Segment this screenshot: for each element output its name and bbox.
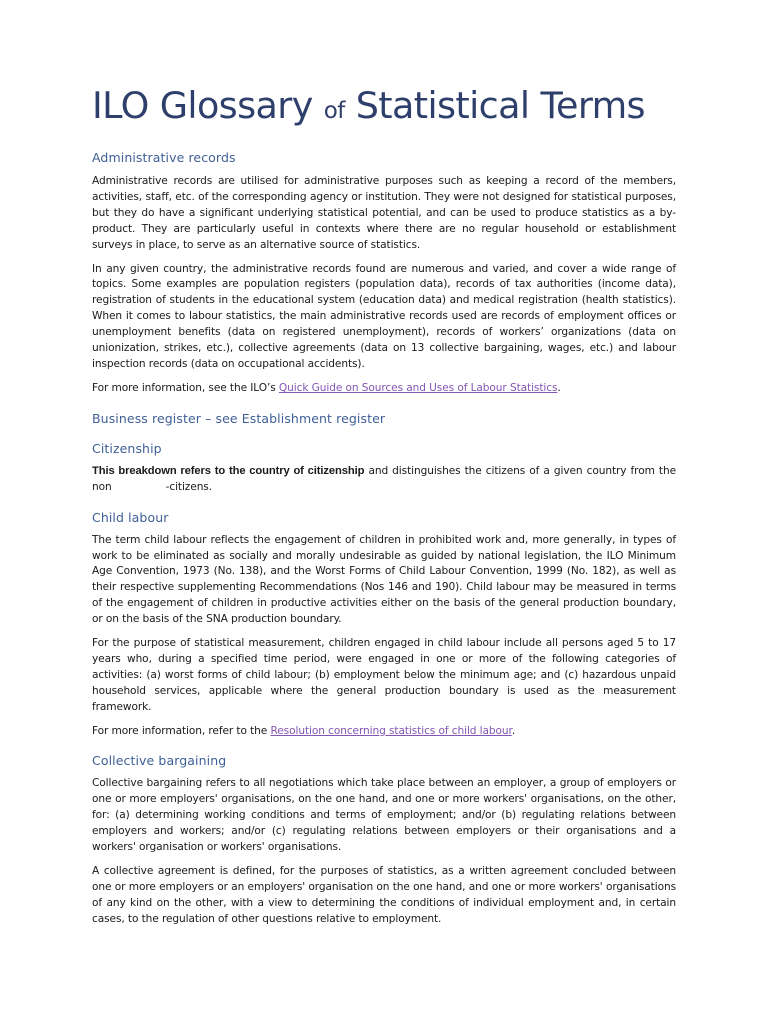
admin-more-prefix: For more information, see the ILO’s	[92, 381, 279, 394]
glossary-content	[92, 150, 676, 928]
child-more-info	[92, 724, 676, 740]
citizenship-paragraph	[92, 464, 676, 496]
child-labour-resolution-link[interactable]: Resolution concerning statistics of child labour	[270, 724, 512, 737]
quick-guide-link[interactable]: Quick Guide on Sources and Uses of Labour Statistics	[278, 381, 558, 394]
title-part-3: Statistical Terms	[355, 84, 645, 127]
collective-paragraph-1: Collective bargaining refers to all negotiations which take place between an employer, a group of employers or one or more employers' organisations, on the one hand, and one or more workers' organisations, on the other, for: (a) determining working conditions and terms of employment; and/or (b) regulating relations between employers and workers; and/or (c) regulating relations between employers or their organisations and a workers' organisation or workers' organisations.	[92, 777, 676, 854]
heading-collective-bargaining: Collective bargaining	[92, 753, 227, 769]
citizenship-tail-text: -citizens.	[165, 480, 212, 493]
citizenship-rest-text: and distinguishes the citizens of a given country from the non	[92, 464, 676, 493]
title-part-1: ILO Glossary	[92, 84, 313, 127]
admin-paragraph-2: In any given country, the administrative records found are numerous and varied, and cover a wide range of topics. Some examples are population registers (population data), records of tax authorities (income data), registration of students in the educational system (education data) and medical registration (health statistics). When it comes to labour statistics, the main administrative records used are records of employment offices or unemployment benefits (data on registered unemployment), records of workers’ organizations (data on unionization, strikes, etc.), collective agreements (data on 13 collective bargaining, wages, etc.) and labour inspection records (data on occupational accidents).	[92, 262, 676, 370]
child-paragraph-2: For the purpose of statistical measurement, children engaged in child labour include all persons aged 5 to 17 years who, during a specified time period, were engaged in one or more of the following categories of activities: (a) worst forms of child labour; (b) employment below the minimum age; and (c) hazardous unpaid household services, applicable where the general production boundary is used as the measurement framework.	[92, 637, 676, 713]
page-title	[92, 84, 645, 127]
heading-business-register: Business register – see Establishment register	[92, 410, 386, 426]
child-more-prefix: For more information, refer to the	[92, 724, 271, 737]
admin-more-suffix: .	[557, 381, 561, 394]
heading-administrative-records: Administrative records	[92, 150, 236, 165]
admin-paragraph-1: Administrative records are utilised for administrative purposes such as keeping a record of the members, activities, staff, etc. of the corresponding agency or institution. They were not designed for statistical purposes, but they do have a significant underlying statistical potential, and can be used to produce statistics as a by-product. They are particularly useful in contexts where there are no regular household or establishment surveys in place, to serve as an alternative source of statistics.	[92, 175, 676, 251]
heading-citizenship: Citizenship	[92, 440, 162, 456]
citizenship-strong-text: This breakdown refers to the country of citizenship	[92, 464, 365, 477]
heading-child-labour: Child labour	[92, 509, 169, 525]
child-more-suffix: .	[511, 724, 516, 737]
child-paragraph-1: The term child labour reflects the engagement of children in prohibited work and, more generally, in types of work to be eliminated as socially and morally undesirable as guided by national legislation, the ILO Minimum Age Convention, 1973 (No. 138), and the Worst Forms of Child Labour Convention, 1999 (No. 182), as well as their respective supplementing Recommendations (Nos 146 and 190). Child labour may be measured in terms of the engagement of children in productive activities either on the basis of the general production boundary, or on the basis of the SNA production boundary.	[92, 533, 676, 626]
collective-paragraph-2: A collective agreement is defined, for the purposes of statistics, as a written agreement concluded between one or more employers or an employers' organisation on the one hand, and one or more workers' organisations of any kind on the other, with a view to determining the conditions of individual employment and, in certain cases, to the regulation of other questions relative to employment.	[92, 865, 676, 925]
title-part-2: of	[323, 98, 345, 124]
admin-more-info	[92, 381, 676, 397]
